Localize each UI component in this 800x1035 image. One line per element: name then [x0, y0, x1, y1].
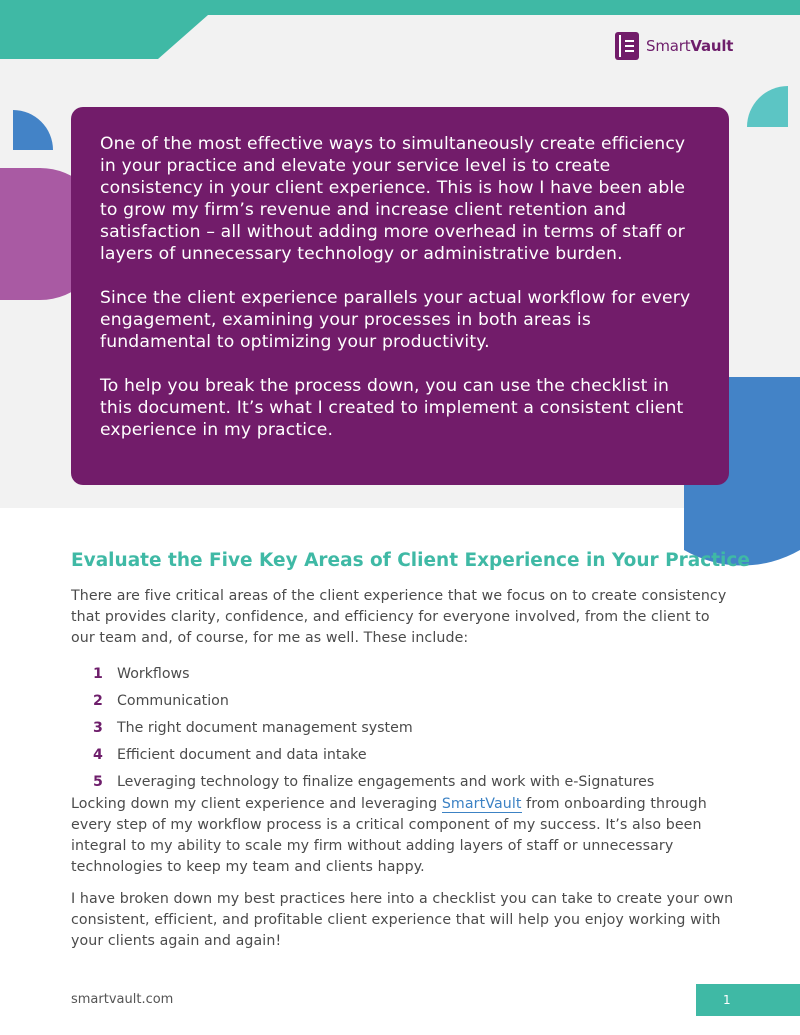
list-item	[93, 714, 654, 741]
intro-card	[71, 107, 729, 485]
list-number: 3	[93, 719, 103, 736]
list-number: 4	[93, 746, 103, 763]
smartvault-link[interactable]: SmartVault	[441, 796, 522, 812]
smartvault-paragraph	[71, 794, 736, 878]
list-text: Leveraging technology to finalize engagements and work with e-Signatures	[117, 773, 655, 790]
card-paragraph: One of the most effective ways to simultaneously create efficiency in your practice and elevate your service level is to create consistency in your client experience. This is how I have been able to grow my firm’s revenue and increase client retention and satisfaction – all without adding more overhead in terms of staff or layers of unnecessary technology or administrative burden.	[100, 134, 686, 264]
card-paragraph: Since the client experience parallels your actual workflow for every engagement, examining your processes in both areas is fundamental to optimizing your productivity.	[100, 288, 691, 352]
list-number: 1	[93, 665, 103, 682]
list-text: Communication	[117, 692, 229, 709]
closing-paragraph: I have broken down my best practices here into a checklist you can take to create your own consistent, efficient, and profitable client experience that will help you enjoy working with your clients again and again!	[71, 891, 734, 949]
list-item	[93, 687, 654, 714]
key-areas-list	[93, 660, 654, 795]
list-number: 5	[93, 773, 103, 790]
page-number-tab	[696, 984, 800, 1016]
list-text: Workflows	[117, 665, 190, 682]
list-text: Efficient document and data intake	[117, 746, 367, 763]
page-number: 1	[723, 993, 731, 1007]
logo-wordmark: SmartVault	[646, 37, 734, 55]
card-paragraph: To help you break the process down, you can use the checklist in this document. It’s what I created to implement a consistent client experience in my practice.	[100, 376, 684, 440]
vault-icon	[614, 31, 640, 61]
paragraph-text: from onboarding through every step of my workflow process is a critical component of my success. It’s also been integral to my ability to scale my firm without adding layers of staff or unnecessary technologies to keep my team and clients happy.	[71, 796, 707, 875]
smartvault-logo	[614, 31, 733, 61]
teal-quarter-circle-right	[747, 86, 788, 127]
list-number: 2	[93, 692, 103, 709]
section-heading: Evaluate the Five Key Areas of Client Experience in Your Practice	[71, 550, 750, 571]
list-item	[93, 660, 654, 687]
list-text: The right document management system	[117, 719, 413, 736]
intro-paragraph: There are five critical areas of the client experience that we focus on to create consistency that provides clarity, confidence, and efficiency for everyone involved, from the client to our team and, of course, for me as well. These include:	[71, 588, 727, 646]
paragraph-text: Locking down my client experience and leveraging	[71, 796, 442, 812]
list-item	[93, 768, 654, 795]
list-item	[93, 741, 654, 768]
footer-url: smartvault.com	[71, 992, 174, 1007]
blue-quarter-circle-left	[13, 110, 53, 150]
